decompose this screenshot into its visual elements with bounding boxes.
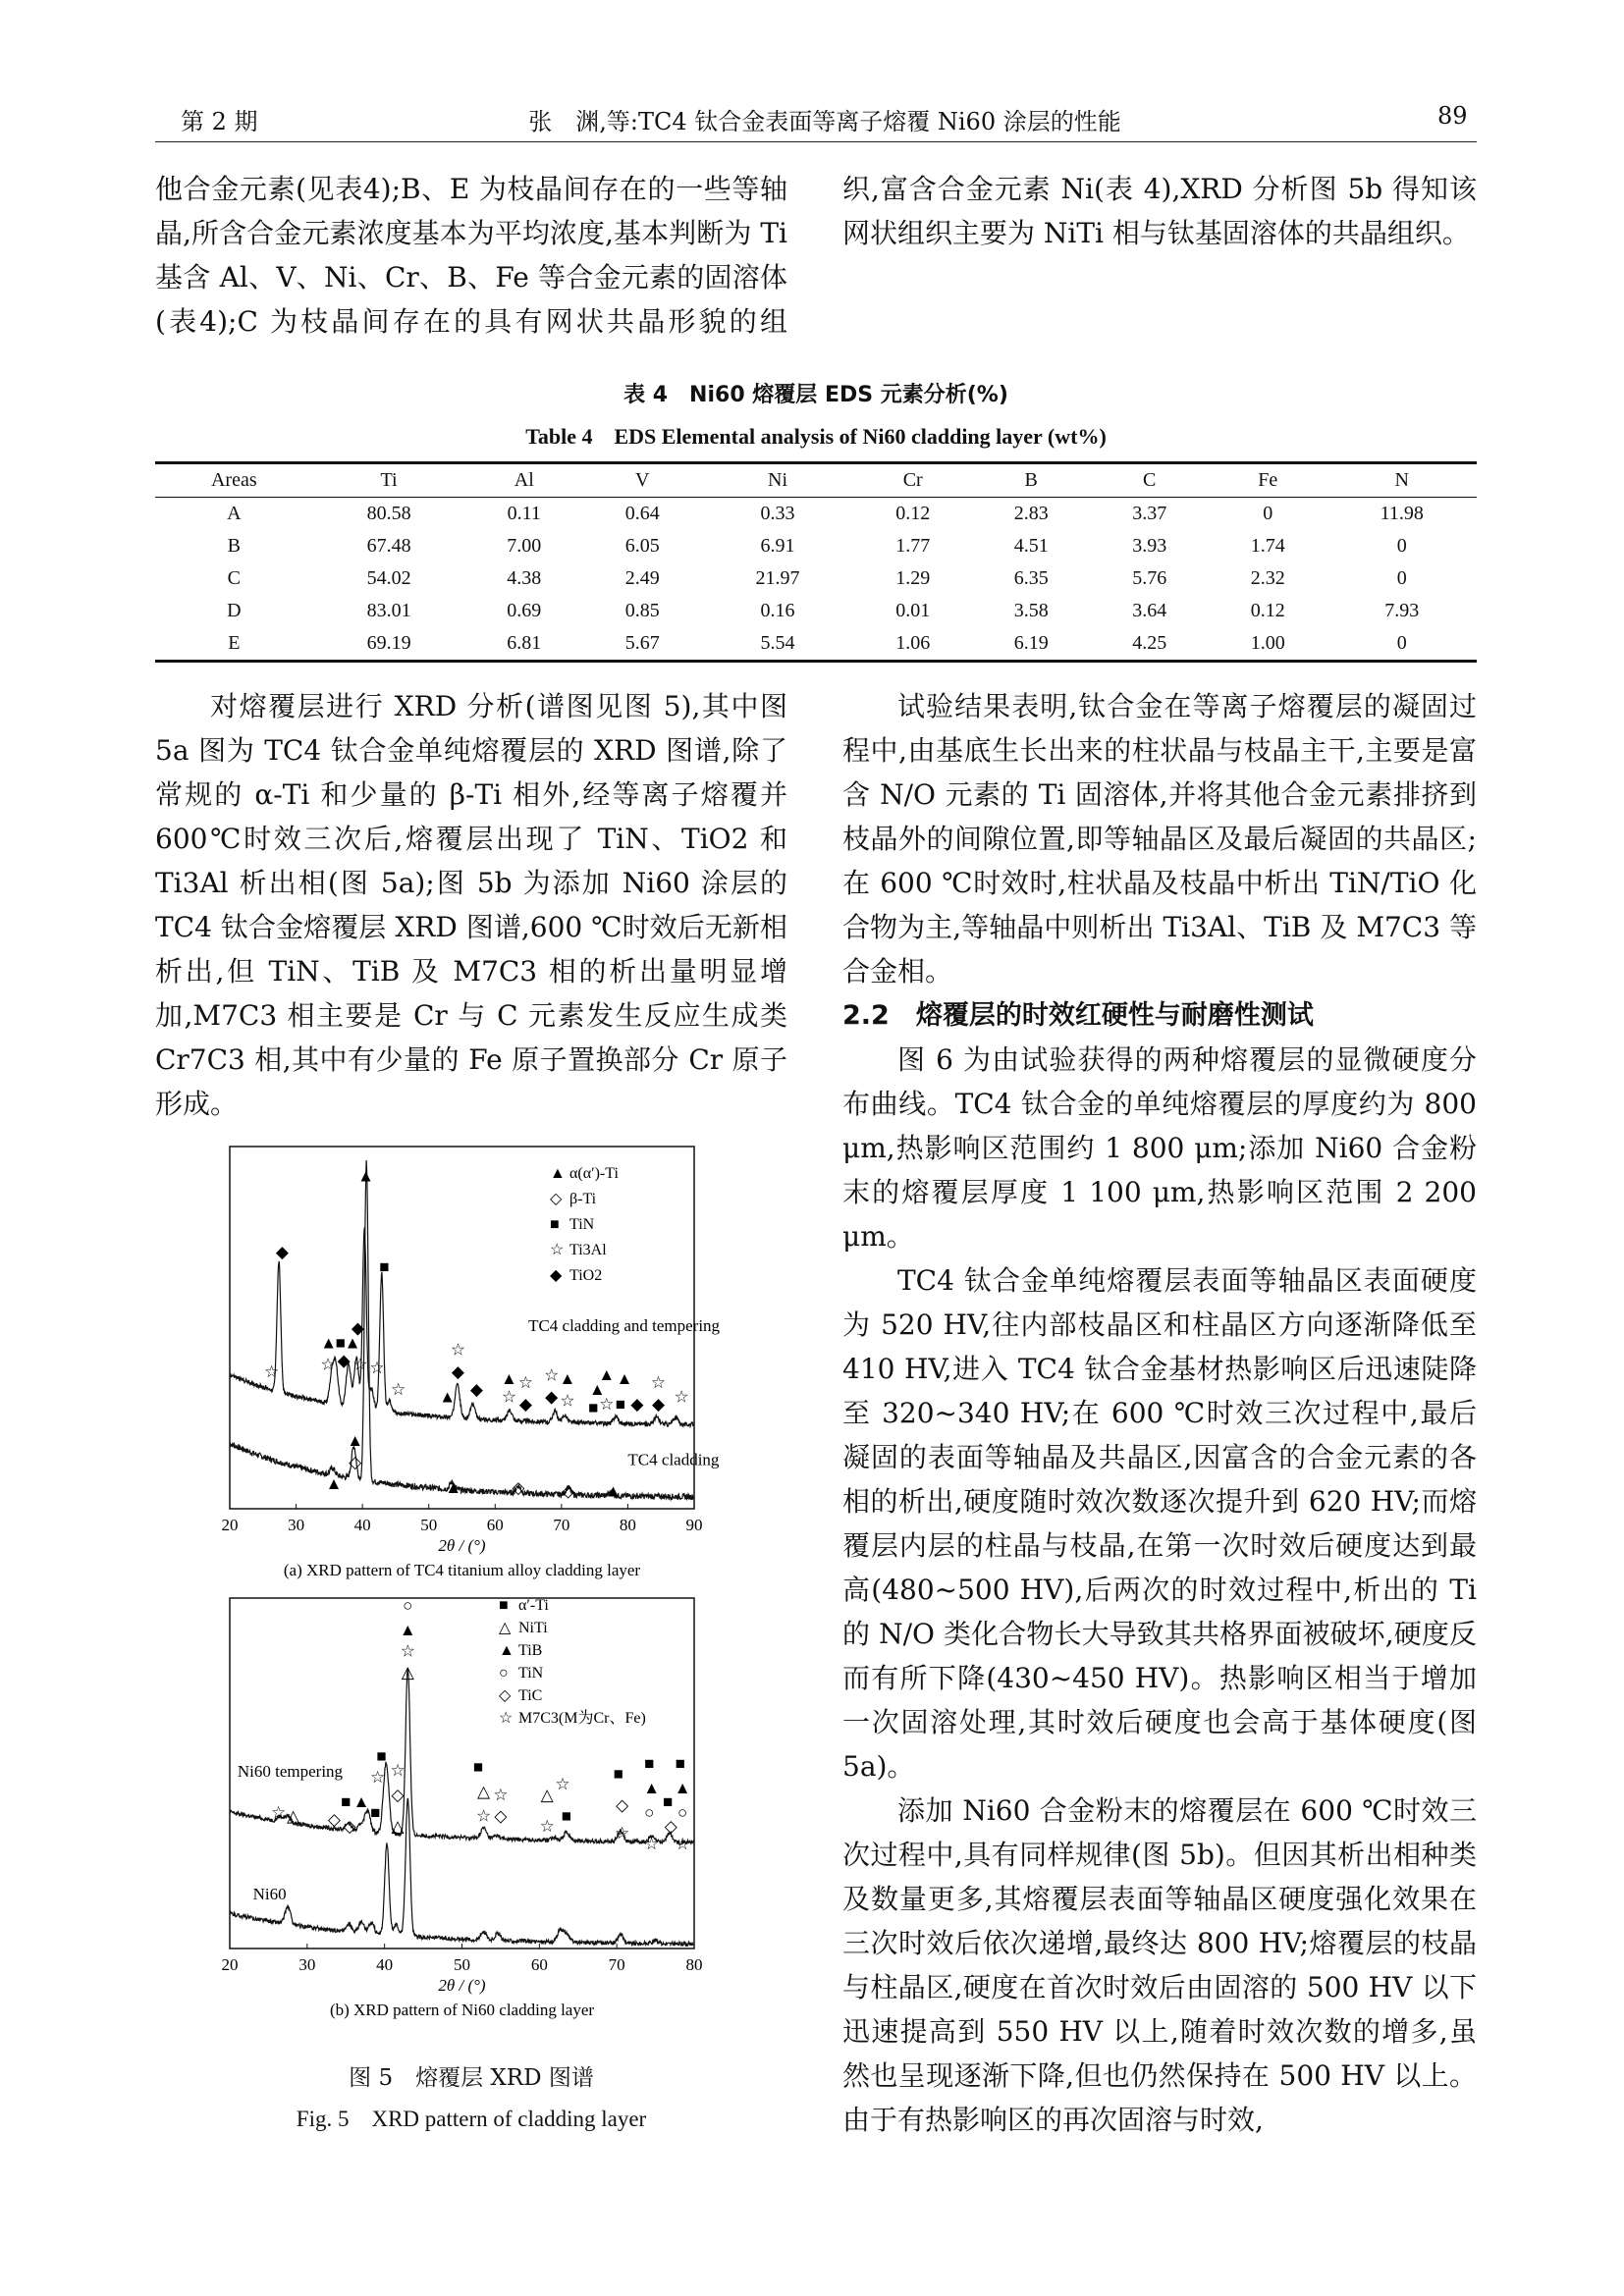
peak-marker: ■ xyxy=(675,1753,685,1773)
table-cell: 2.32 xyxy=(1250,567,1285,589)
legend-label: NiTi xyxy=(518,1620,548,1636)
x-axis-label: 2θ / (°) xyxy=(438,1536,486,1555)
peak-marker: ◇ xyxy=(562,1481,575,1501)
peak-marker: ☆ xyxy=(352,1355,368,1374)
x-tick-label: 60 xyxy=(486,1516,504,1534)
peak-marker: ◆ xyxy=(518,1394,532,1414)
table-cell: 3.64 xyxy=(1132,600,1167,621)
peak-marker: ☆ xyxy=(644,1834,660,1853)
chart-title: (b) XRD pattern of Ni60 cladding layer xyxy=(329,2001,595,2019)
peak-marker: ☆ xyxy=(271,1802,287,1822)
table-cell: 0.64 xyxy=(624,503,660,524)
peak-marker: ◇ xyxy=(343,1817,356,1837)
peak-marker: ☆ xyxy=(599,1394,615,1414)
series-label: Ni60 xyxy=(252,1885,287,1904)
peak-marker: ■ xyxy=(341,1792,352,1812)
legend-symbol: ○ xyxy=(499,1665,509,1682)
peak-marker: ☆ xyxy=(675,1834,690,1853)
peak-marker: ▲ xyxy=(344,1333,361,1353)
x-tick-label: 50 xyxy=(454,1955,470,1974)
peak-marker: ○ xyxy=(403,1596,413,1616)
paragraph: TC4 钛合金单纯熔覆层表面等轴晶区表面硬度为 520 HV,往内部枝晶区和柱晶区方向逐渐降低至 410 HV,进入 TC4 钛合金基材热影响区后迅速陡降至 320~340 HV;在 600 ℃时效三次过程中,最后凝固的表面等轴晶及共晶区,因富含的合金元素的各相的析出,硬度随时效次数逐次提升到 620 HV;而熔覆层内层的柱晶与枝晶,在第一次时效后硬度达到最高(480~500 HV),后两次的时效过程中,析出的 Ti 的 N/O 类化合物长大导致其共格界面被破坏,硬度反而有所下降(430~450 HV)。热影响区相当于增加一次固溶处理,其时效后硬度也会高于基体硬度(图 5a)。 xyxy=(842,1264,1477,1783)
x-tick-label: 30 xyxy=(298,1955,316,1974)
peak-marker: ▲ xyxy=(357,1166,374,1186)
peak-marker: △ xyxy=(540,1785,554,1804)
x-tick-label: 40 xyxy=(353,1516,371,1534)
legend-label: TiB xyxy=(518,1642,543,1659)
legend-symbol: ▲ xyxy=(550,1165,566,1182)
table-cell: 0.33 xyxy=(760,503,795,524)
peak-marker: ◇ xyxy=(349,1453,362,1472)
series-label: Ni60 tempering xyxy=(237,1762,344,1782)
peak-marker: ■ xyxy=(615,1394,626,1414)
table-cell: 83.01 xyxy=(366,600,411,621)
peak-marker: ◆ xyxy=(651,1394,666,1414)
table-cell: 0 xyxy=(1396,535,1407,557)
legend-label: TiN xyxy=(569,1216,595,1233)
peak-marker: ☆ xyxy=(615,1824,630,1843)
peak-marker: ▲ xyxy=(559,1369,576,1389)
x-tick-label: 70 xyxy=(553,1516,570,1534)
legend-symbol: △ xyxy=(499,1620,512,1636)
peak-marker: ☆ xyxy=(263,1362,280,1381)
peak-marker: ■ xyxy=(379,1256,390,1276)
table-cell: 21.97 xyxy=(755,567,800,589)
column-header: C xyxy=(1143,469,1157,491)
peak-marker: ▲ xyxy=(616,1369,633,1389)
table-cell: 6.91 xyxy=(760,535,795,557)
peak-marker: ■ xyxy=(644,1753,655,1773)
table-cell: C xyxy=(227,567,241,589)
x-axis-label: 2θ / (°) xyxy=(438,1976,486,1995)
table-cell: 4.51 xyxy=(1013,535,1049,557)
peak-marker: ◆ xyxy=(337,1351,351,1370)
legend-symbol: ▲ xyxy=(499,1642,514,1659)
column-header: Areas xyxy=(210,469,257,491)
page-number: 89 xyxy=(1437,102,1468,130)
table-cell: 6.19 xyxy=(1013,632,1049,654)
peak-marker: ■ xyxy=(561,1806,572,1826)
column-header: Cr xyxy=(902,469,923,491)
table-cell: 0.69 xyxy=(507,600,542,621)
table-cell: 2.49 xyxy=(624,567,660,589)
table-cell: 0.01 xyxy=(895,600,931,621)
legend-label: TiN xyxy=(518,1665,544,1682)
series-label: TC4 cladding xyxy=(627,1450,720,1469)
peak-marker: ☆ xyxy=(475,1806,492,1826)
table-cell: E xyxy=(228,632,241,654)
legend-symbol: ◇ xyxy=(550,1191,563,1207)
table-cell: 67.48 xyxy=(366,535,411,557)
peak-marker: ☆ xyxy=(539,1817,555,1837)
table-cell: 1.00 xyxy=(1250,632,1285,654)
peak-marker: ○ xyxy=(644,1802,655,1822)
peak-marker: ◇ xyxy=(616,1795,629,1815)
table-cell: 3.37 xyxy=(1132,503,1167,524)
column-header: V xyxy=(635,469,650,491)
peak-marker: ▲ xyxy=(501,1369,517,1389)
peak-marker: ▲ xyxy=(399,1621,416,1640)
table-cell: 6.35 xyxy=(1013,567,1049,589)
peak-marker: ◇ xyxy=(512,1477,525,1497)
table-cell: 5.54 xyxy=(760,632,795,654)
peak-marker: ○ xyxy=(677,1802,688,1822)
legend-label: Ti3Al xyxy=(569,1242,607,1258)
peak-marker: ■ xyxy=(376,1746,387,1766)
table-cell: 4.25 xyxy=(1132,632,1167,654)
legend-label: TiC xyxy=(518,1687,543,1704)
x-tick-label: 30 xyxy=(288,1516,305,1534)
peak-marker: ☆ xyxy=(560,1391,575,1411)
peak-marker: ▲ xyxy=(325,1474,343,1494)
legend-label: M7C3(M为Cr、Fe) xyxy=(518,1710,646,1727)
table-cell: 54.02 xyxy=(366,567,411,589)
peak-marker: ☆ xyxy=(555,1775,570,1794)
x-tick-label: 80 xyxy=(619,1516,636,1534)
peak-marker: ▲ xyxy=(352,1792,370,1812)
figure-caption-cn: 图 5 熔覆层 XRD 图谱 xyxy=(349,2065,594,2091)
table-cell: 69.19 xyxy=(366,632,411,654)
peak-marker: ☆ xyxy=(493,1785,509,1804)
legend-label: TiO2 xyxy=(569,1267,603,1284)
peak-marker: ▲ xyxy=(439,1387,457,1407)
peak-marker: ▲ xyxy=(445,1477,462,1497)
peak-marker: ◆ xyxy=(451,1362,464,1381)
peak-marker: ■ xyxy=(588,1398,599,1417)
legend-symbol: ◆ xyxy=(550,1267,563,1284)
peak-marker: ☆ xyxy=(390,1760,406,1780)
paragraph: 织,富含合金元素 Ni(表 4),XRD 分析图 5b 得知该网状组织主要为 NiTi 相与钛基固溶体的共晶组织。 xyxy=(842,173,1477,249)
table-cell: 5.67 xyxy=(624,632,660,654)
peak-marker: ☆ xyxy=(674,1387,689,1407)
table-title-cn: 表 4 Ni60 熔覆层 EDS 元素分析(%) xyxy=(623,383,1008,407)
peak-marker: ◆ xyxy=(469,1380,483,1400)
peak-marker: ■ xyxy=(370,1802,381,1822)
table-cell: 0 xyxy=(1396,567,1407,589)
section-heading: 2.2 熔覆层的时效红硬性与耐磨性测试 xyxy=(842,1000,1314,1031)
x-tick-label: 20 xyxy=(221,1516,239,1534)
peak-marker: ◇ xyxy=(391,1785,405,1804)
table-cell: 7.93 xyxy=(1384,600,1420,621)
table-cell: 0.85 xyxy=(624,600,660,621)
peak-marker: ■ xyxy=(335,1333,346,1353)
table-cell: B xyxy=(227,535,241,557)
table-cell: 1.06 xyxy=(895,632,931,654)
legend-symbol: ☆ xyxy=(550,1242,565,1258)
paragraph: 试验结果表明,钛合金在等离子熔覆层的凝固过程中,由基底生长出来的柱状晶与枝晶主干,主要是富含 N/O 元素的 Ti 固溶体,并将其他合金元素排挤到枝晶外的间隙位置,即等轴晶区及最后凝固的共晶区;在 600 ℃时效时,柱状晶及枝晶中析出 TiN/TiO 化合物为主,等轴晶中则析出 Ti3Al、TiB 及 M7C3 等合金相。 xyxy=(842,690,1477,988)
peak-marker: ◆ xyxy=(351,1318,364,1338)
peak-marker: ◆ xyxy=(630,1394,644,1414)
table-cell: 0 xyxy=(1263,503,1273,524)
table-cell: 0.11 xyxy=(507,503,541,524)
legend-symbol: ■ xyxy=(499,1597,509,1614)
peak-marker: ▲ xyxy=(320,1333,338,1353)
peak-marker: ☆ xyxy=(501,1387,517,1407)
table-cell: 5.76 xyxy=(1132,567,1167,589)
paragraph: 图 6 为由试验获得的两种熔覆层的显微硬度分布曲线。TC4 钛合金的单纯熔覆层的厚度约为 800 μm,热影响区范围约 1 800 μm;添加 Ni60 合金粉末的熔覆层厚度 1 100 μm,热影响区范围 2 200 μm。 xyxy=(842,1043,1477,1253)
figure-caption-en: Fig. 5 XRD pattern of cladding layer xyxy=(296,2107,647,2131)
peak-marker: ☆ xyxy=(650,1372,667,1392)
peak-marker: ◆ xyxy=(545,1387,559,1407)
peak-marker: ▲ xyxy=(588,1380,606,1400)
paragraph: 他合金元素(见表4);B、E 为枝晶间存在的一些等轴晶,所含合金元素浓度基本为平均浓度,基本判断为 Ti 基含 Al、V、Ni、Cr、B、Fe 等合金元素的固溶体(表4);C 为枝晶间存在的具有网状共晶形貌的组 xyxy=(155,173,787,338)
column-header: Al xyxy=(514,469,534,491)
table-title-en: Table 4 EDS Elemental analysis of Ni60 cladding layer (wt%) xyxy=(525,424,1107,449)
peak-marker: ◇ xyxy=(494,1806,508,1826)
paragraph: 添加 Ni60 合金粉末的熔覆层在 600 ℃时效三次过程中,具有同样规律(图 5b)。但因其析出相种类及数量更多,其熔覆层表面等轴晶区硬度强化效果在三次时效后依次递增,最终达 800 HV;熔覆层的枝晶与柱晶区,硬度在首次时效后由固溶的 500 HV 以下迅速提高到 550 HV 以上,随着时效次数的增多,虽然也呈现逐渐下降,但也仍然保持在 500 HV 以上。由于有热影响区的再次固溶与时效, xyxy=(842,1794,1477,2136)
chart-title: (a) XRD pattern of TC4 titanium alloy cladding layer xyxy=(283,1561,641,1579)
peak-marker: ▲ xyxy=(347,1430,364,1450)
peak-marker: △ xyxy=(391,1817,405,1837)
table-cell: 0 xyxy=(1396,632,1407,654)
column-header: Ni xyxy=(768,469,787,491)
table-cell: 7.00 xyxy=(507,535,542,557)
table-cell: 3.58 xyxy=(1013,600,1049,621)
table-cell: 3.93 xyxy=(1132,535,1167,557)
x-tick-label: 60 xyxy=(530,1955,548,1974)
peak-marker: ◆ xyxy=(275,1243,289,1262)
peak-marker: △ xyxy=(287,1806,300,1826)
peak-marker: ☆ xyxy=(450,1340,466,1360)
x-tick-label: 80 xyxy=(685,1955,703,1974)
x-tick-label: 40 xyxy=(376,1955,394,1974)
peak-marker: ☆ xyxy=(391,1380,406,1400)
column-header: B xyxy=(1024,469,1038,491)
legend-symbol: ☆ xyxy=(499,1710,514,1727)
peak-marker: △ xyxy=(477,1782,491,1801)
legend-symbol: ◇ xyxy=(499,1687,512,1704)
table-cell: 0.16 xyxy=(760,600,795,621)
column-header: Fe xyxy=(1258,469,1278,491)
table-cell: A xyxy=(227,503,242,524)
x-tick-label: 20 xyxy=(221,1955,239,1974)
running-title: 张 渊,等:TC4 钛合金表面等离子熔覆 Ni60 涂层的性能 xyxy=(528,108,1121,135)
peak-marker: ■ xyxy=(663,1792,674,1812)
peak-marker: ▲ xyxy=(643,1778,661,1797)
peak-marker: △ xyxy=(401,1662,414,1682)
table-cell: 1.29 xyxy=(895,567,931,589)
column-header: Ti xyxy=(380,469,398,491)
peak-marker: ☆ xyxy=(400,1641,415,1661)
peak-marker: ◇ xyxy=(327,1809,341,1829)
x-tick-label: 70 xyxy=(608,1955,625,1974)
peak-marker: ▲ xyxy=(598,1365,616,1385)
table-cell: 0.12 xyxy=(1250,600,1285,621)
legend-symbol: ■ xyxy=(550,1216,560,1233)
table-cell: 6.81 xyxy=(507,632,542,654)
table-cell: 1.77 xyxy=(895,535,931,557)
table-cell: 0.12 xyxy=(895,503,931,524)
legend-label: α′-Ti xyxy=(518,1597,549,1614)
legend-label: β-Ti xyxy=(569,1191,597,1207)
peak-marker: ■ xyxy=(472,1757,484,1777)
table-cell: 2.83 xyxy=(1013,503,1049,524)
peak-marker: ▲ xyxy=(605,1481,622,1501)
table-cell: 11.98 xyxy=(1380,503,1424,524)
table-cell: 6.05 xyxy=(624,535,660,557)
peak-marker: ☆ xyxy=(320,1355,336,1374)
peak-marker: ☆ xyxy=(544,1365,560,1385)
peak-marker: ☆ xyxy=(517,1372,533,1392)
peak-marker: ☆ xyxy=(369,1359,385,1378)
legend-label: α(α′)-Ti xyxy=(569,1165,619,1182)
table-cell: 4.38 xyxy=(507,567,542,589)
table-cell: 80.58 xyxy=(366,503,411,524)
peak-marker: ■ xyxy=(613,1764,623,1784)
x-tick-label: 90 xyxy=(685,1516,703,1534)
peak-marker: ◇ xyxy=(664,1817,677,1837)
table-cell: D xyxy=(227,600,242,621)
series-label: TC4 cladding and tempering xyxy=(528,1316,721,1336)
column-header: N xyxy=(1394,469,1409,491)
table-cell: 1.74 xyxy=(1250,535,1285,557)
x-tick-label: 50 xyxy=(420,1516,438,1534)
peak-marker: ☆ xyxy=(369,1768,386,1788)
peak-marker: ▲ xyxy=(674,1778,691,1797)
paragraph: 对熔覆层进行 XRD 分析(谱图见图 5),其中图 5a 图为 TC4 钛合金单纯熔覆层的 XRD 图谱,除了常规的 α-Ti 和少量的 β-Ti 相外,经等离子熔覆并 600℃时效三次后,熔覆层出现了 TiN、TiO2 和 Ti3Al 析出相(图 5a);图 5b 为添加 Ni60 涂层的 TC4 钛合金熔覆层 XRD 图谱,600 ℃时效后无新相析出,但 TiN、TiB 及 M7C3 相的析出量明显增加,M7C3 相主要是 Cr 与 C 元素发生反应生成类 Cr7C3 相,其中有少量的 Fe 原子置换部分 Cr 原子形成。 xyxy=(155,690,787,1120)
journal-issue: 第 2 期 xyxy=(181,108,258,135)
